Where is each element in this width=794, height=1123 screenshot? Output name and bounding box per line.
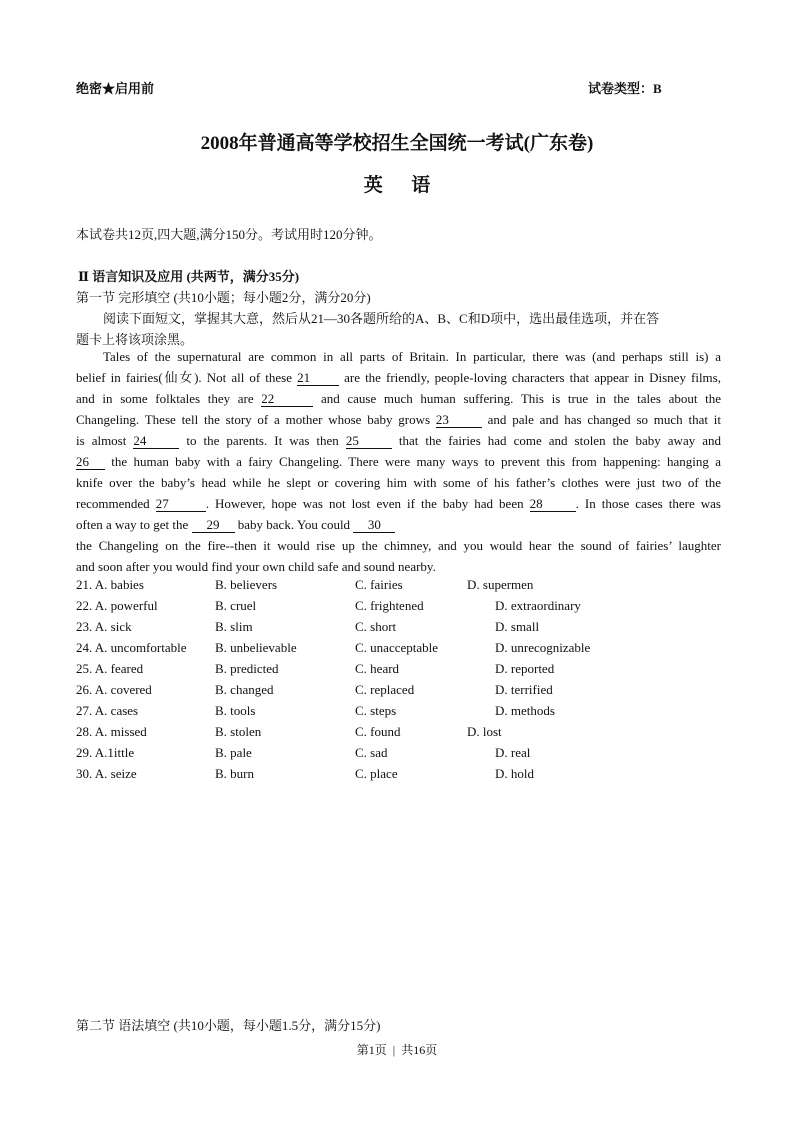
blank-30: 30 <box>353 517 395 533</box>
blank-29: 29 <box>192 517 235 533</box>
q27-option-c: C. steps <box>355 703 397 718</box>
q30-option-a: 30. A. seize <box>76 766 137 781</box>
passage-line: is almost 24 to the parents. It was then 25 that the fairies had come and stolen the baby away and <box>76 433 722 448</box>
passage-line: often a way to get the 29 baby back. You could 30 <box>76 514 721 535</box>
passage-line: the Changeling on the fire--then it would rise up the chimney, and you would hear the sound of fairies’ laughter <box>76 538 721 553</box>
part2-title: 第二节 语法填空 (共10小题，每小题1.5分，满分15分) <box>76 1018 381 1033</box>
passage-line: Tales of the supernatural are common in all parts of Britain. In particular, there was (and perhaps still is) a <box>103 349 721 364</box>
q21-option-c: C. fairies <box>355 577 403 592</box>
q27-option-b: B. tools <box>215 703 256 718</box>
blank-25: 25 <box>346 433 392 449</box>
q22-option-a: 22. A. powerful <box>76 598 158 613</box>
q30-option-c: C. place <box>355 766 398 781</box>
blank-27: 27 <box>156 496 206 512</box>
q21-option-d: D. supermen <box>467 577 534 592</box>
blank-28: 28 <box>530 496 576 512</box>
q25-option-d: D. reported <box>495 661 555 676</box>
exam-info: 本试卷共12页,四大题,满分150分。考试用时120分钟。 <box>76 227 382 242</box>
instructions-line-2: 题卡上将该项涂黑。 <box>76 332 194 347</box>
q21-option-b: B. believers <box>215 577 278 592</box>
q23-option-a: 23. A. sick <box>76 619 132 634</box>
blank-21: 21 <box>297 370 339 386</box>
q24-option-b: B. unbelievable <box>215 640 297 655</box>
q23-option-c: C. short <box>355 619 397 634</box>
q23-option-d: D. small <box>495 619 540 634</box>
part1-title: 第一节 完形填空 (共10小题；每小题2分，满分20分) <box>76 290 371 305</box>
exam-title: 2008年普通高等学校招生全国统一考试(广东卷) <box>200 133 594 154</box>
blank-24: 24 <box>133 433 179 449</box>
q29-option-c: C. sad <box>355 745 388 760</box>
q29-option-d: D. real <box>495 745 531 760</box>
q24-option-d: D. unrecognizable <box>495 640 591 655</box>
q29-option-a: 29. A.1ittle <box>76 745 135 760</box>
passage-line: belief in fairies(仙女). Not all of these 21 are the friendly, people-loving characters that appear in Disney films, <box>76 370 721 385</box>
subject-title: 英 语 <box>363 175 431 196</box>
q26-option-b: B. changed <box>215 682 274 697</box>
q26-option-c: C. replaced <box>355 682 415 697</box>
q25-option-b: B. predicted <box>215 661 279 676</box>
q21-option-a: 21. A. babies <box>76 577 144 592</box>
q25-option-a: 25. A. feared <box>76 661 144 676</box>
q27-option-d: D. methods <box>495 703 555 718</box>
q30-option-d: D. hold <box>495 766 534 781</box>
passage-line: and soon after you would find your own child safe and sound nearby. <box>76 559 436 574</box>
q23-option-b: B. slim <box>215 619 253 634</box>
blank-22: 22 <box>261 391 313 407</box>
page-footer: 第1页 | 共16页 <box>356 1043 438 1057</box>
q22-option-c: C. frightened <box>355 598 424 613</box>
passage-line: knife over the baby’s head while he slept or covering him with some of his father’s clothes were just two of the <box>76 475 721 490</box>
q25-option-c: C. heard <box>355 661 400 676</box>
blank-23: 23 <box>436 412 482 428</box>
q29-option-b: B. pale <box>215 745 252 760</box>
passage-line: Changeling. These tell the story of a mother whose baby grows 23 and pale and has changed so much that it <box>76 412 721 427</box>
q22-option-d: D. extraordinary <box>495 598 581 613</box>
q28-option-b: B. stolen <box>215 724 262 739</box>
passage-line: 26 the human baby with a fairy Changeling. There were many ways to prevent this from happening: hanging a <box>76 454 721 469</box>
q26-option-a: 26. A. covered <box>76 682 152 697</box>
q28-option-c: C. found <box>355 724 401 739</box>
instructions-line-1: 阅读下面短文，掌握其大意，然后从21—30各题所给的A、B、C和D项中，选出最佳选项，并在答 <box>103 311 660 326</box>
section-heading: Ⅱ 语言知识及应用 (共两节，满分35分) <box>78 269 300 284</box>
blank-26: 26 <box>76 454 105 470</box>
q24-option-c: C. unacceptable <box>355 640 439 655</box>
passage-line: recommended 27 . However, hope was not lost even if the baby had been 28 . In those cases there was <box>76 496 721 511</box>
q22-option-b: B. cruel <box>215 598 257 613</box>
confidential-label: 绝密★启用前 <box>76 81 155 96</box>
q28-option-a: 28. A. missed <box>76 724 147 739</box>
q28-option-d: D. lost <box>467 724 502 739</box>
q27-option-a: 27. A. cases <box>76 703 139 718</box>
q30-option-b: B. burn <box>215 766 254 781</box>
q24-option-a: 24. A. uncomfortable <box>76 640 187 655</box>
passage-line: and in some folktales they are 22 and cause much human suffering. This is true in the tales about the <box>76 391 721 406</box>
q26-option-d: D. terrified <box>495 682 553 697</box>
paper-type-label: 试卷类型：B <box>588 81 662 96</box>
